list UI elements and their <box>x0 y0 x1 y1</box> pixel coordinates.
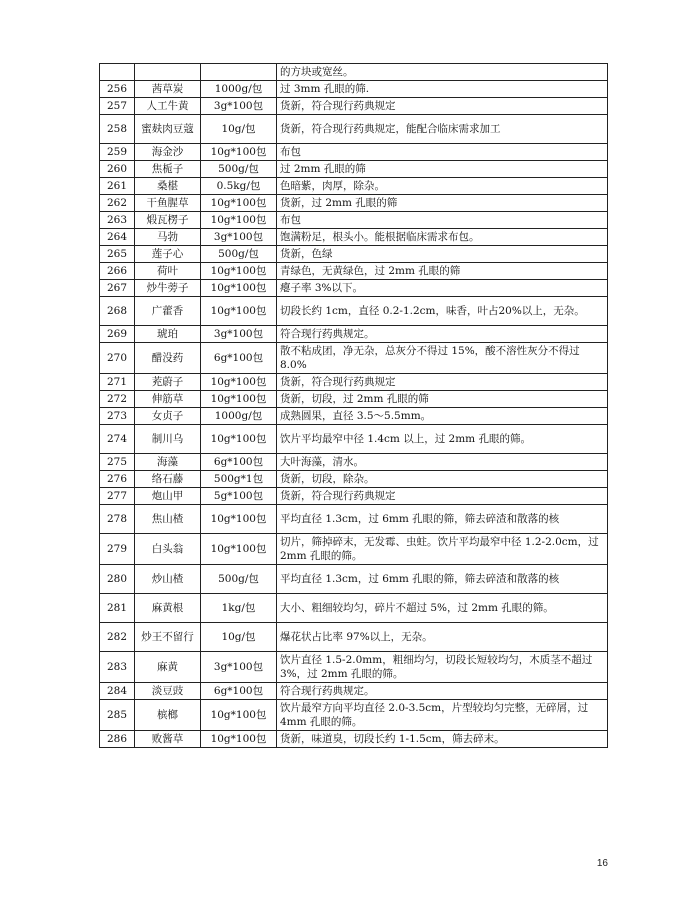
herb-name-cell: 茺蔚子 <box>135 374 201 391</box>
quality-requirement-cell: 货新，切段，除杂。 <box>277 471 608 488</box>
herb-name-cell: 海藻 <box>135 454 201 471</box>
item-number-cell: 265 <box>100 246 135 263</box>
item-number-cell: 284 <box>100 683 135 700</box>
item-number-cell: 277 <box>100 488 135 505</box>
package-spec-cell: 10g*100包 <box>201 534 277 565</box>
table-row <box>100 471 608 488</box>
package-spec-cell: 10g/包 <box>201 115 277 144</box>
herb-name-cell: 炒王不留行 <box>135 623 201 652</box>
herb-name-cell: 海金沙 <box>135 144 201 161</box>
item-number-cell: 267 <box>100 280 135 297</box>
item-number-cell <box>100 64 135 81</box>
herb-name-cell: 炮山甲 <box>135 488 201 505</box>
table-row <box>100 263 608 280</box>
item-number-cell: 259 <box>100 144 135 161</box>
herb-name-cell: 干鱼腥草 <box>135 195 201 212</box>
herb-name-cell: 桑椹 <box>135 178 201 195</box>
herb-name-cell: 淡豆豉 <box>135 683 201 700</box>
item-number-cell: 256 <box>100 81 135 98</box>
item-number-cell: 285 <box>100 700 135 731</box>
item-number-cell: 273 <box>100 408 135 425</box>
herb-name-cell: 茜草炭 <box>135 81 201 98</box>
package-spec-cell: 10g*100包 <box>201 280 277 297</box>
herb-name-cell: 琥珀 <box>135 326 201 343</box>
herb-name-cell: 马勃 <box>135 229 201 246</box>
table-row <box>100 343 608 374</box>
table-row <box>100 425 608 454</box>
package-spec-cell: 1000g/包 <box>201 408 277 425</box>
herb-name-cell: 麻黄根 <box>135 594 201 623</box>
herb-name-cell: 焦栀子 <box>135 161 201 178</box>
package-spec-cell: 10g*100包 <box>201 425 277 454</box>
quality-requirement-cell: 切片，筛掉碎末，无发霉、虫蛀。饮片平均最窄中径 1.2-2.0cm，过 2mm 孔眼的筛。 <box>277 534 608 565</box>
package-spec-cell: 3g*100包 <box>201 652 277 683</box>
item-number-cell: 269 <box>100 326 135 343</box>
item-number-cell: 260 <box>100 161 135 178</box>
quality-requirement-cell: 布包 <box>277 144 608 161</box>
table-row <box>100 374 608 391</box>
herb-name-cell: 麻黄 <box>135 652 201 683</box>
table-row <box>100 297 608 326</box>
quality-requirement-cell: 饮片平均最窄中径 1.4cm 以上，过 2mm 孔眼的筛。 <box>277 425 608 454</box>
table-row <box>100 115 608 144</box>
herb-name-cell: 炒牛蒡子 <box>135 280 201 297</box>
item-number-cell: 286 <box>100 731 135 748</box>
herb-name-cell: 女贞子 <box>135 408 201 425</box>
package-spec-cell: 10g*100包 <box>201 297 277 326</box>
herb-name-cell: 伸筋草 <box>135 391 201 408</box>
item-number-cell: 268 <box>100 297 135 326</box>
package-spec-cell: 1000g/包 <box>201 81 277 98</box>
package-spec-cell: 3g*100包 <box>201 98 277 115</box>
item-number-cell: 272 <box>100 391 135 408</box>
package-spec-cell: 10g*100包 <box>201 374 277 391</box>
quality-requirement-cell: 货新，过 2mm 孔眼的筛 <box>277 195 608 212</box>
package-spec-cell: 6g*100包 <box>201 343 277 374</box>
table-row <box>100 488 608 505</box>
quality-requirement-cell: 瘪子率 3%以下。 <box>277 280 608 297</box>
herb-name-cell: 莲子心 <box>135 246 201 263</box>
herb-name-cell <box>135 64 201 81</box>
quality-requirement-cell: 货新，味道臭，切段长约 1-1.5cm，筛去碎末。 <box>277 731 608 748</box>
herb-name-cell: 白头翁 <box>135 534 201 565</box>
item-number-cell: 278 <box>100 505 135 534</box>
table-row <box>100 161 608 178</box>
quality-requirement-cell: 色暗紫，肉厚，除杂。 <box>277 178 608 195</box>
quality-requirement-cell: 货新，符合现行药典规定 <box>277 98 608 115</box>
package-spec-cell: 10g*100包 <box>201 700 277 731</box>
herb-name-cell: 槟榔 <box>135 700 201 731</box>
herb-name-cell: 焦山楂 <box>135 505 201 534</box>
item-number-cell: 266 <box>100 263 135 280</box>
page-number: 16 <box>596 858 608 869</box>
quality-requirement-cell: 饮片最窄方向平均直径 2.0-3.5cm，片型较均匀完整，无碎屑，过 4mm 孔眼的筛。 <box>277 700 608 731</box>
herb-name-cell: 人工牛黄 <box>135 98 201 115</box>
table-row <box>100 246 608 263</box>
table-row <box>100 565 608 594</box>
package-spec-cell <box>201 64 277 81</box>
quality-requirement-cell: 的方块或宽丝。 <box>277 64 608 81</box>
item-number-cell: 283 <box>100 652 135 683</box>
quality-requirement-cell: 货新，符合现行药典规定，能配合临床需求加工 <box>277 115 608 144</box>
package-spec-cell: 1kg/包 <box>201 594 277 623</box>
table-row <box>100 326 608 343</box>
quality-requirement-cell: 大小、粗细较均匀，碎片不超过 5%，过 2mm 孔眼的筛。 <box>277 594 608 623</box>
quality-requirement-cell: 货新，色绿 <box>277 246 608 263</box>
package-spec-cell: 10g*100包 <box>201 505 277 534</box>
package-spec-cell: 500g/包 <box>201 161 277 178</box>
quality-requirement-cell: 符合现行药典规定。 <box>277 683 608 700</box>
quality-requirement-cell: 成熟圆果，直径 3.5～5.5mm。 <box>277 408 608 425</box>
herb-spec-table <box>99 63 608 748</box>
quality-requirement-cell: 散不粘成团，净无杂，总灰分不得过 15%，酸不溶性灰分不得过 8.0% <box>277 343 608 374</box>
item-number-cell: 262 <box>100 195 135 212</box>
package-spec-cell: 10g*100包 <box>201 195 277 212</box>
item-number-cell: 280 <box>100 565 135 594</box>
package-spec-cell: 10g*100包 <box>201 391 277 408</box>
table-row <box>100 700 608 731</box>
item-number-cell: 261 <box>100 178 135 195</box>
package-spec-cell: 0.5kg/包 <box>201 178 277 195</box>
herb-name-cell: 制川乌 <box>135 425 201 454</box>
package-spec-cell: 5g*100包 <box>201 488 277 505</box>
herb-name-cell: 醋没药 <box>135 343 201 374</box>
quality-requirement-cell: 货新，符合现行药典规定 <box>277 488 608 505</box>
table-row <box>100 195 608 212</box>
herb-name-cell: 蜜麸肉豆蔻 <box>135 115 201 144</box>
item-number-cell: 258 <box>100 115 135 144</box>
quality-requirement-cell: 布包 <box>277 212 608 229</box>
quality-requirement-cell: 大叶海藻，清水。 <box>277 454 608 471</box>
package-spec-cell: 6g*100包 <box>201 454 277 471</box>
item-number-cell: 276 <box>100 471 135 488</box>
package-spec-cell: 500g*1包 <box>201 471 277 488</box>
item-number-cell: 264 <box>100 229 135 246</box>
package-spec-cell: 500g/包 <box>201 565 277 594</box>
table-row <box>100 454 608 471</box>
quality-requirement-cell: 货新，切段，过 2mm 孔眼的筛 <box>277 391 608 408</box>
package-spec-cell: 10g*100包 <box>201 263 277 280</box>
item-number-cell: 270 <box>100 343 135 374</box>
table-row <box>100 280 608 297</box>
package-spec-cell: 6g*100包 <box>201 683 277 700</box>
item-number-cell: 257 <box>100 98 135 115</box>
table-row <box>100 652 608 683</box>
table-body <box>100 64 608 748</box>
herb-name-cell: 煅瓦楞子 <box>135 212 201 229</box>
herb-name-cell: 败酱草 <box>135 731 201 748</box>
item-number-cell: 271 <box>100 374 135 391</box>
item-number-cell: 281 <box>100 594 135 623</box>
item-number-cell: 279 <box>100 534 135 565</box>
item-number-cell: 275 <box>100 454 135 471</box>
package-spec-cell: 500g/包 <box>201 246 277 263</box>
table-row <box>100 408 608 425</box>
quality-requirement-cell: 爆花状占比率 97%以上，无杂。 <box>277 623 608 652</box>
package-spec-cell: 10g*100包 <box>201 731 277 748</box>
quality-requirement-cell: 平均直径 1.3cm，过 6mm 孔眼的筛，筛去碎渣和散落的核 <box>277 565 608 594</box>
item-number-cell: 282 <box>100 623 135 652</box>
herb-name-cell: 荷叶 <box>135 263 201 280</box>
quality-requirement-cell: 切段长约 1cm，直径 0.2-1.2cm，味香，叶占20%以上，无杂。 <box>277 297 608 326</box>
package-spec-cell: 10g*100包 <box>201 144 277 161</box>
item-number-cell: 263 <box>100 212 135 229</box>
table-row <box>100 64 608 81</box>
table-row <box>100 594 608 623</box>
quality-requirement-cell: 货新，符合现行药典规定 <box>277 374 608 391</box>
herb-name-cell: 广藿香 <box>135 297 201 326</box>
quality-requirement-cell: 过 2mm 孔眼的筛 <box>277 161 608 178</box>
table-row <box>100 623 608 652</box>
table-row <box>100 731 608 748</box>
table-row <box>100 683 608 700</box>
table-row <box>100 98 608 115</box>
package-spec-cell: 3g*100包 <box>201 229 277 246</box>
item-number-cell: 274 <box>100 425 135 454</box>
quality-requirement-cell: 饮片直径 1.5-2.0mm，粗细均匀，切段长短较均匀，木质茎不超过 3%，过 2mm 孔眼的筛。 <box>277 652 608 683</box>
table-row <box>100 144 608 161</box>
table-row <box>100 212 608 229</box>
quality-requirement-cell: 饱满粉足，根头小。能根据临床需求布包。 <box>277 229 608 246</box>
table-row <box>100 391 608 408</box>
package-spec-cell: 10g/包 <box>201 623 277 652</box>
table-row <box>100 81 608 98</box>
herb-name-cell: 炒山楂 <box>135 565 201 594</box>
quality-requirement-cell: 平均直径 1.3cm，过 6mm 孔眼的筛，筛去碎渣和散落的核 <box>277 505 608 534</box>
package-spec-cell: 3g*100包 <box>201 326 277 343</box>
quality-requirement-cell: 青绿色，无黄绿色，过 2mm 孔眼的筛 <box>277 263 608 280</box>
table-row <box>100 229 608 246</box>
herb-name-cell: 络石藤 <box>135 471 201 488</box>
table-row <box>100 505 608 534</box>
table-row <box>100 178 608 195</box>
table-row <box>100 534 608 565</box>
quality-requirement-cell: 符合现行药典规定。 <box>277 326 608 343</box>
package-spec-cell: 10g*100包 <box>201 212 277 229</box>
quality-requirement-cell: 过 3mm 孔眼的筛. <box>277 81 608 98</box>
